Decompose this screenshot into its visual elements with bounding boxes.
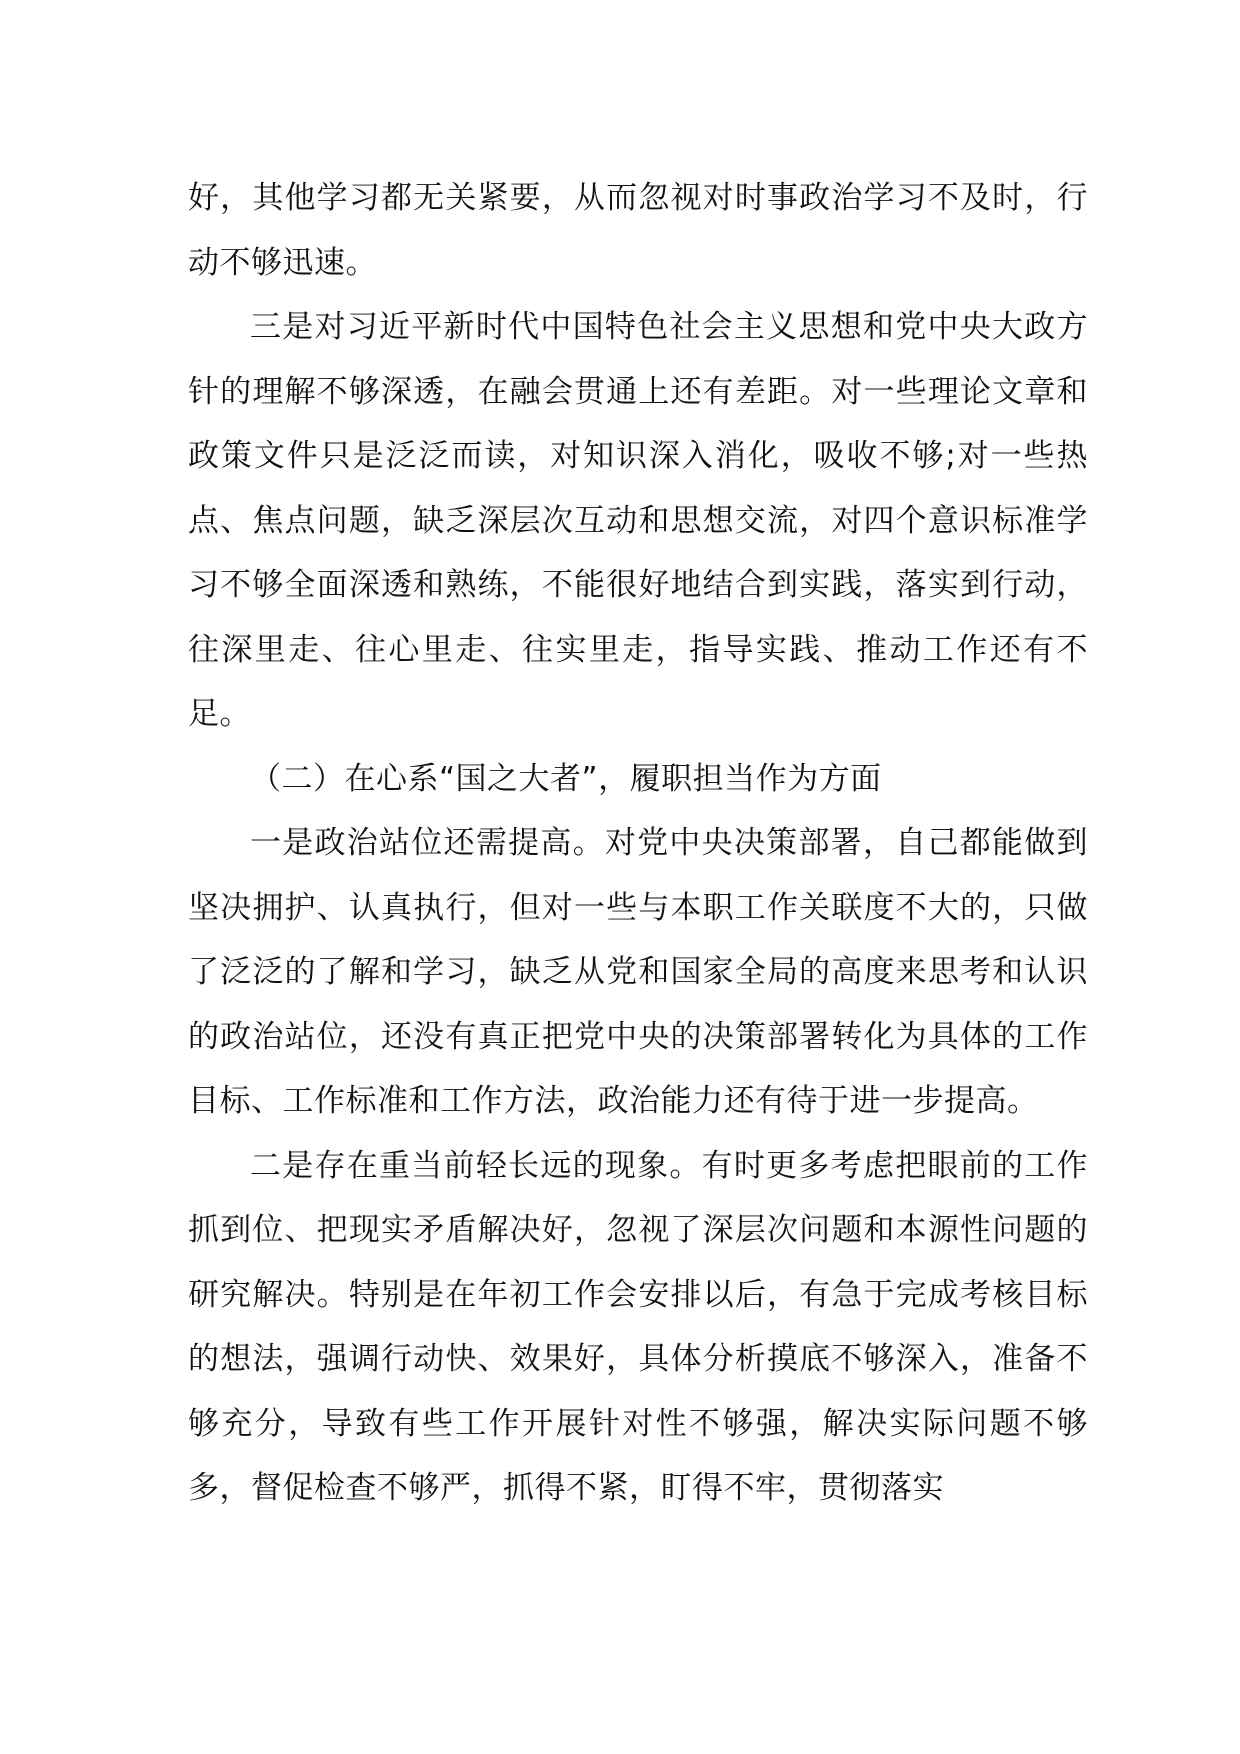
section-heading: （二）在心系“国之大者”，履职担当作为方面 — [250, 760, 882, 797]
document-body — [188, 166, 1088, 1521]
paragraph-point-two: 二是存在重当前轻长远的现象。有时更多考虑把眼前的工作抓到位、把现实矛盾解决好，忽视了深层次问题和本源性问题的研究解决。特别是在年初工作会安排以后，有急于完成考核目标的想法，强调行动快、效果好，具体分析摸底不够深入，准备不够充分，导致有些工作开展针对性不够强，解决实际问题不够多，督促检查不够严，抓得不紧，盯得不牢，贯彻落实 — [188, 1147, 1088, 1506]
paragraph-continuation: 好，其他学习都无关紧要，从而忽视对时事政治学习不及时，行动不够迅速。 — [188, 180, 1088, 281]
paragraph-point-one: 一是政治站位还需提高。对党中央决策部署，自己都能做到坚决拥护、认真执行，但对一些与本职工作关联度不大的，只做了泛泛的了解和学习，缺乏从党和国家全局的高度来思考和认识的政治站位，还没有真正把党中央的决策部署转化为具体的工作目标、工作标准和工作方法，政治能力还有待于进一步提高。 — [188, 825, 1088, 1119]
paragraph-point-three: 三是对习近平新时代中国特色社会主义思想和党中央大政方针的理解不够深透，在融会贯通上还有差距。对一些理论文章和政策文件只是泛泛而读，对知识深入消化，吸收不够;对一些热点、焦点问题，缺乏深层次互动和思想交流，对四个意识标准学习不够全面深透和熟练，不能很好地结合到实践，落实到行动，往深里走、往心里走、往实里走，指导实践、推动工作还有不足。 — [188, 309, 1088, 732]
